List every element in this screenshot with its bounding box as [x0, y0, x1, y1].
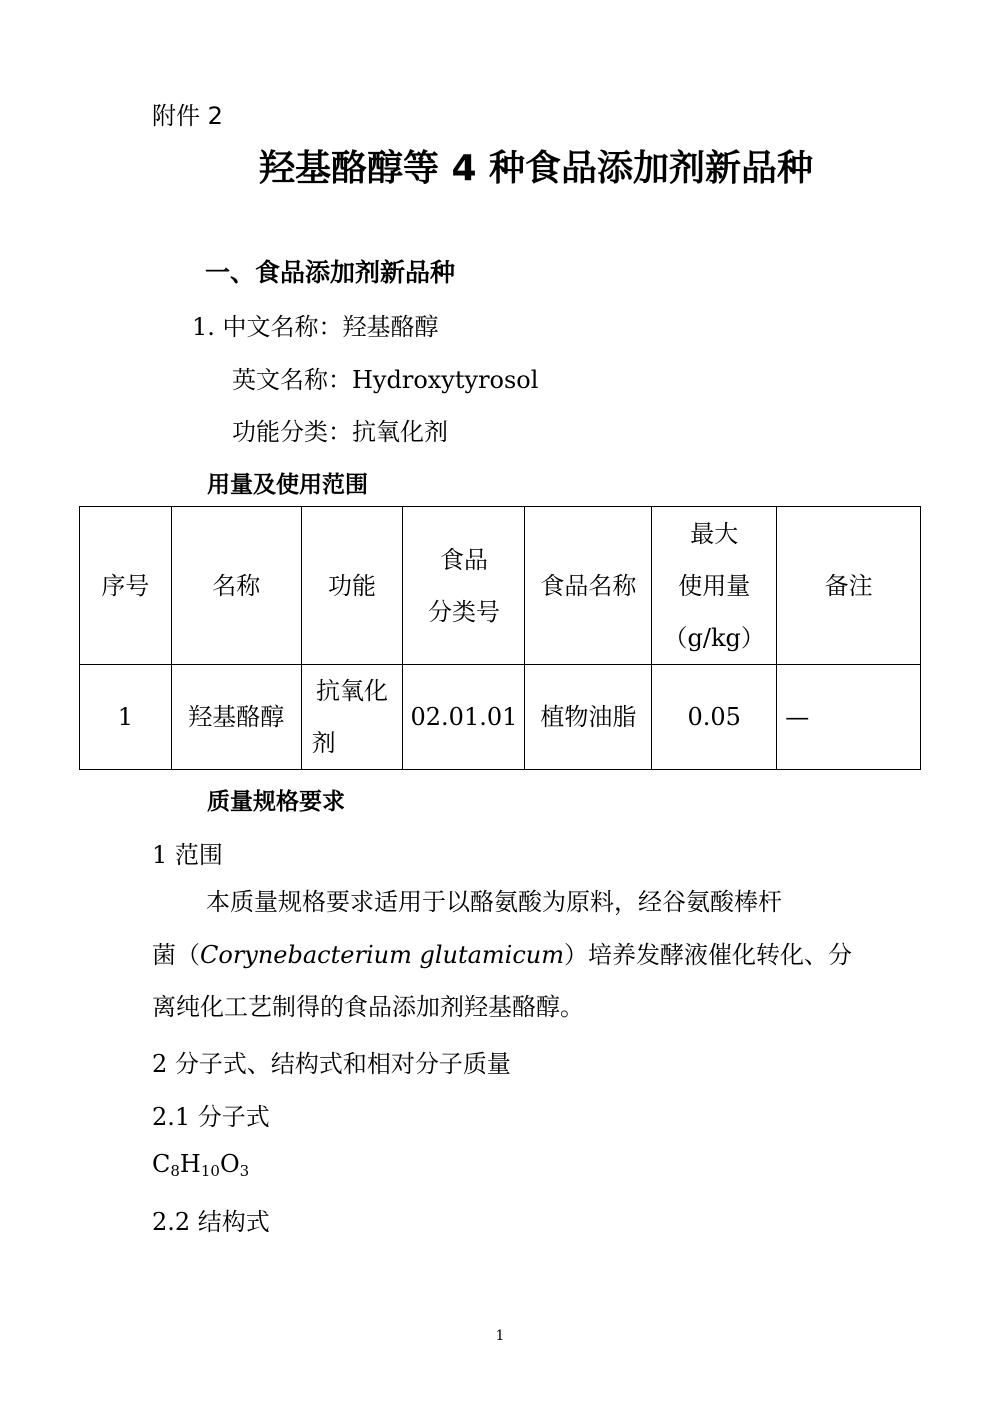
scope-paragraph-line2 [152, 929, 852, 981]
scope-paragraph-line1: 本质量规格要求适用于以酪氨酸为原料，经谷氨酸棒杆 [206, 888, 782, 916]
formula-o-count: 3 [239, 1162, 250, 1180]
formula-o: O [219, 1150, 240, 1178]
formula-h: H [179, 1150, 201, 1178]
section-heading: 一、食品添加剂新品种 [205, 258, 456, 287]
header-max-line1: 最大 [690, 519, 739, 548]
quality-heading: 质量规格要求 [207, 788, 345, 815]
cell-remark: — [777, 665, 921, 770]
header-max-usage [652, 507, 777, 665]
scope-heading: 1 范围 [152, 841, 223, 869]
header-category-line1: 食品 [439, 545, 488, 574]
scope-text-part2-start: 菌（ [152, 941, 200, 969]
header-seq: 序号 [80, 507, 172, 665]
table-row [80, 665, 921, 770]
header-max-line3: （g/kg） [663, 623, 765, 652]
header-name: 名称 [171, 507, 301, 665]
cell-name: 羟基酪醇 [171, 665, 301, 770]
english-name-line: 英文名称：Hydroxytyrosol [232, 366, 539, 394]
molecular-formula-heading: 2.1 分子式 [152, 1103, 270, 1131]
usage-table [79, 506, 921, 770]
header-category-line2: 分类号 [427, 597, 500, 626]
cell-max-usage: 0.05 [652, 665, 777, 770]
cell-function-line2: 剂 [311, 729, 336, 757]
chinese-name-line: 1. 中文名称：羟基酪醇 [192, 313, 439, 341]
header-category [403, 507, 525, 665]
molecular-formula [152, 1150, 249, 1180]
header-remark: 备注 [777, 507, 921, 665]
scope-text-part2-end: ）培养发酵液催化转化、分 [564, 941, 852, 969]
table-header-row [80, 507, 921, 665]
cell-seq: 1 [80, 665, 172, 770]
scope-paragraph-line3: 离纯化工艺制得的食品添加剂羟基酪醇。 [152, 993, 584, 1021]
annex-label: 附件 2 [152, 102, 223, 130]
page-number: 1 [495, 1328, 505, 1344]
structure-heading: 2.2 结构式 [152, 1208, 270, 1236]
formula-h-count: 10 [200, 1162, 220, 1180]
header-food-name: 食品名称 [525, 507, 652, 665]
function-class-line: 功能分类：抗氧化剂 [232, 418, 448, 446]
cell-function [301, 665, 403, 770]
formula-c: C [152, 1150, 171, 1178]
formula-section-heading: 2 分子式、结构式和相对分子质量 [152, 1050, 511, 1078]
organism-name: Corynebacterium glutamicum [200, 941, 564, 969]
document-title: 羟基酪醇等 4 种食品添加剂新品种 [258, 148, 814, 189]
cell-category: 02.01.01 [403, 665, 525, 770]
header-function: 功能 [301, 507, 403, 665]
cell-function-line1: 抗氧化 [316, 677, 389, 705]
header-max-line2: 使用量 [678, 571, 751, 600]
cell-food-name: 植物油脂 [525, 665, 652, 770]
formula-c-count: 8 [170, 1162, 180, 1180]
usage-heading: 用量及使用范围 [207, 471, 368, 498]
